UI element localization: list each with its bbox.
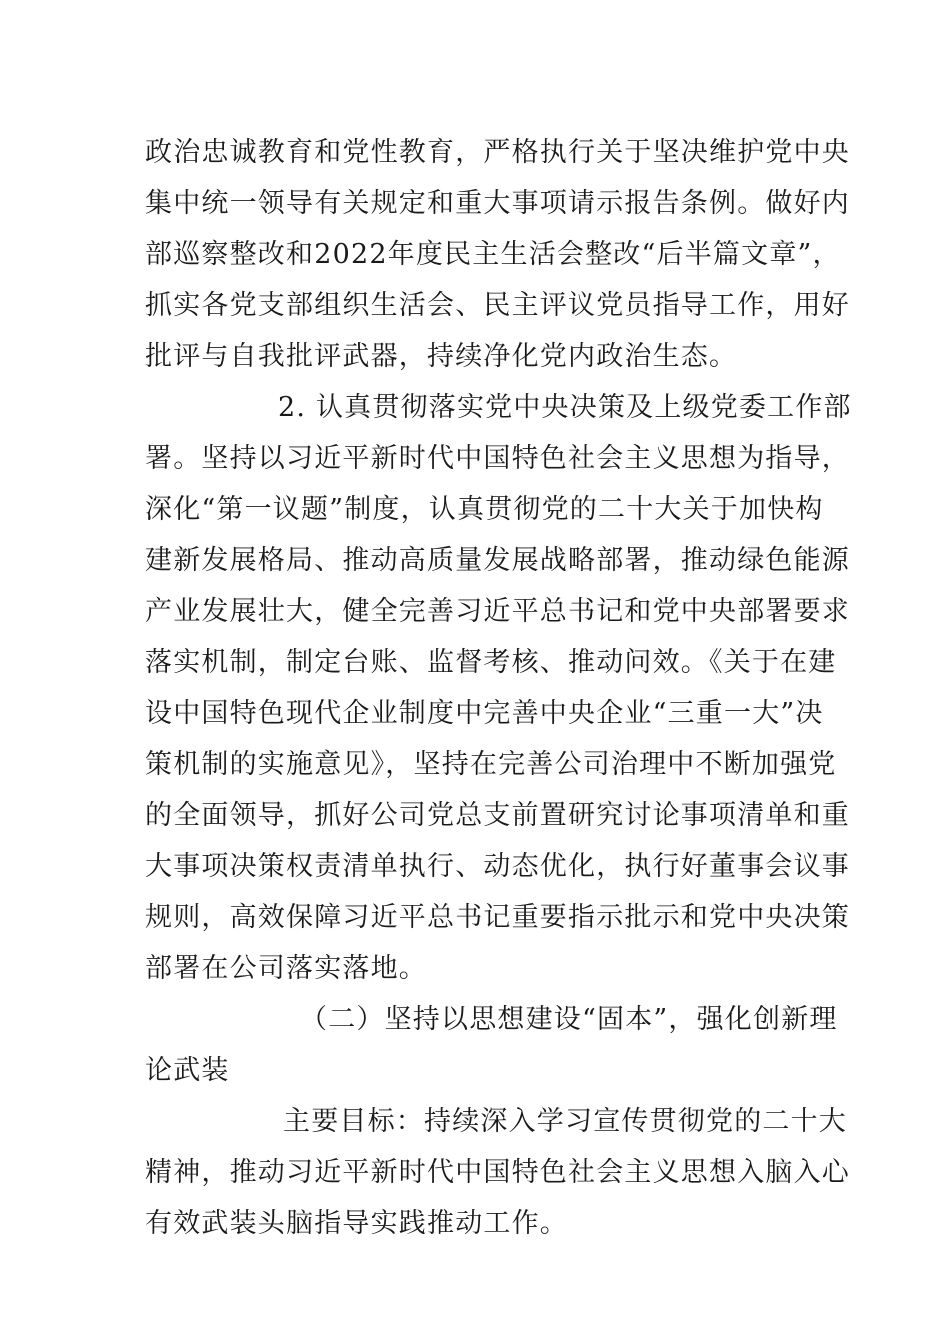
paragraph-line: 产业发展壮大，健全完善习近平总书记和党中央部署要求 <box>145 596 850 627</box>
paragraph-line: 的全面领导，抓好公司党总支前置研究讨论事项清单和重 <box>145 800 850 831</box>
paragraph-line: 策机制的实施意见》，坚持在完善公司治理中不断加强党 <box>145 749 837 780</box>
paragraph-line: 部署在公司落实落地。 <box>145 953 427 984</box>
paragraph-line: 规则，高效保障习近平总书记重要指示批示和党中央决策 <box>145 902 850 933</box>
paragraph-line: 深化“第一议题”制度，认真贯彻党的二十大关于加快构 <box>145 494 824 525</box>
paragraph-line: 落实机制，制定台账、监督考核、推动问效。《关于在建 <box>145 647 837 678</box>
paragraph-line: 设中国特色现代企业制度中完善中央企业“三重一大”决 <box>145 698 824 729</box>
paragraph-line: 抓实各党支部组织生活会、民主评议党员指导工作，用好 <box>145 290 850 321</box>
section-heading-continued: 论武装 <box>145 1055 230 1086</box>
paragraph-line: 政治忠诚教育和党性教育，严格执行关于坚决维护党中央 <box>145 137 850 168</box>
goal-paragraph-line: 精神，推动习近平新时代中国特色社会主义思想入脑入心 <box>145 1157 850 1188</box>
paragraph-line: 署。坚持以习近平新时代中国特色社会主义思想为指导， <box>145 443 850 474</box>
paragraph-line: 部巡察整改和2022年度民主生活会整改“后半篇文章”， <box>145 239 841 270</box>
paragraph-line: 集中统一领导有关规定和重大事项请示报告条例。做好内 <box>145 188 850 219</box>
goal-paragraph-line: 主要目标：持续深入学习宣传贯彻党的二十大 <box>283 1106 847 1137</box>
numbered-item-heading: 2. 认真贯彻落实党中央决策及上级党委工作部 <box>278 392 852 423</box>
goal-paragraph-line: 有效武装头脑指导实践推动工作。 <box>145 1208 568 1239</box>
section-heading: （二）坚持以思想建设“固本”，强化创新理 <box>300 1004 838 1035</box>
paragraph-line: 大事项决策权责清单执行、动态优化，执行好董事会议事 <box>145 851 850 882</box>
paragraph-line: 建新发展格局、推动高质量发展战略部署，推动绿色能源 <box>145 545 850 576</box>
paragraph-line: 批评与自我批评武器，持续净化党内政治生态。 <box>145 341 738 372</box>
body-text <box>145 127 852 1249</box>
